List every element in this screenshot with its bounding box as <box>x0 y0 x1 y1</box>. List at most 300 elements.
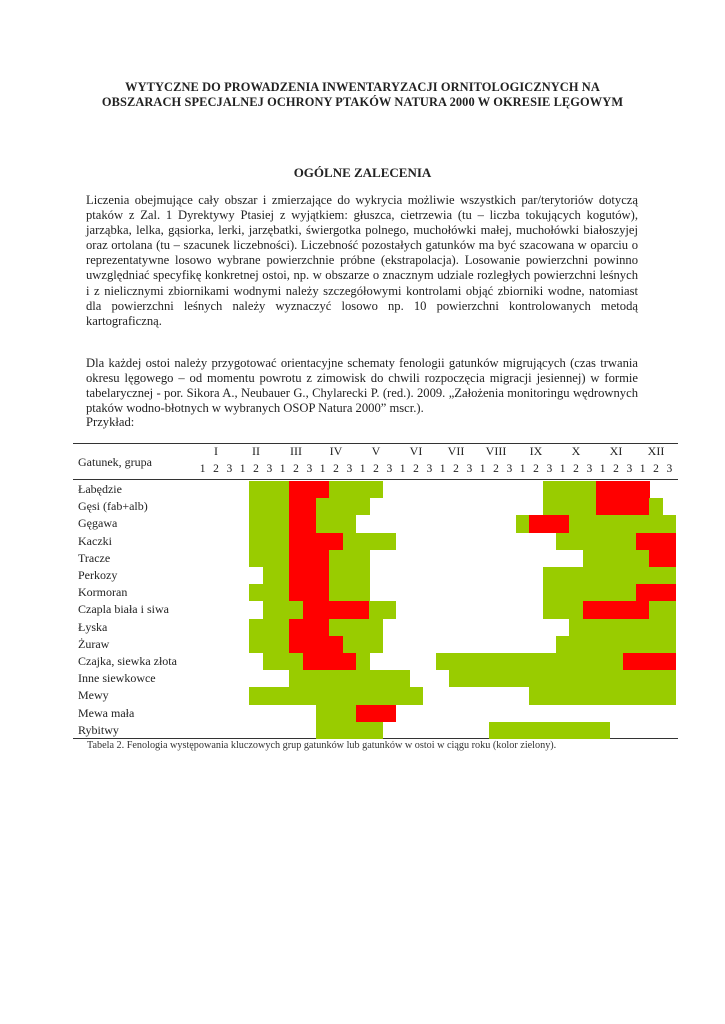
phenology-cell <box>369 533 383 550</box>
phenology-cell <box>583 584 597 601</box>
phenology-cell <box>636 619 650 636</box>
phenology-cell <box>303 584 317 601</box>
phenology-cell <box>596 567 610 584</box>
phenology-cell <box>609 619 623 636</box>
phenology-cell <box>249 687 263 704</box>
phenology-cell <box>329 498 343 515</box>
table-row <box>73 601 678 618</box>
phenology-cell <box>569 533 583 550</box>
phenology-cell <box>316 687 330 704</box>
phenology-cell <box>343 722 357 739</box>
phenology-cell <box>343 567 357 584</box>
phenology-cell <box>556 653 570 670</box>
phenology-cell <box>663 636 677 653</box>
month-label: VIII <box>485 444 507 458</box>
phenology-cell <box>289 481 303 498</box>
phenology-cell <box>329 687 343 704</box>
phenology-cell <box>649 515 663 532</box>
phenology-cell <box>276 584 290 601</box>
phenology-cell <box>343 705 357 722</box>
phenology-cell <box>303 653 317 670</box>
phenology-cell <box>529 515 543 532</box>
species-label: Kormoran <box>78 585 128 600</box>
phenology-cell <box>303 515 317 532</box>
phenology-cell <box>316 601 330 618</box>
phenology-cell <box>356 636 370 653</box>
phenology-cell <box>649 670 663 687</box>
phenology-cell <box>569 636 583 653</box>
month-label: V <box>371 444 381 458</box>
phenology-cell <box>556 722 570 739</box>
phenology-cell <box>356 705 370 722</box>
decade-label: 2 <box>533 463 539 475</box>
phenology-cell <box>263 636 277 653</box>
table-row <box>73 533 678 550</box>
phenology-cell <box>596 584 610 601</box>
phenology-cell <box>289 498 303 515</box>
phenology-cell <box>569 601 583 618</box>
phenology-cell <box>369 601 383 618</box>
phenology-cell <box>276 498 290 515</box>
phenology-cell <box>636 481 650 498</box>
table-row <box>73 722 678 739</box>
table-row <box>73 619 678 636</box>
phenology-cell <box>383 533 397 550</box>
phenology-cell <box>369 722 383 739</box>
phenology-cell <box>463 653 477 670</box>
phenology-cell <box>329 550 343 567</box>
phenology-cell <box>343 670 357 687</box>
phenology-cell <box>543 653 557 670</box>
phenology-cell <box>583 481 597 498</box>
phenology-cell <box>356 533 370 550</box>
phenology-cell <box>303 619 317 636</box>
phenology-cell <box>663 550 677 567</box>
phenology-cell <box>663 533 677 550</box>
decade-label: 3 <box>346 463 353 475</box>
table-header-label: Gatunek, grupa <box>78 455 152 469</box>
phenology-cell <box>609 687 623 704</box>
phenology-cell <box>343 498 357 515</box>
document-title <box>70 80 655 110</box>
decade-label: 1 <box>399 463 406 475</box>
phenology-cell <box>636 550 650 567</box>
decade-label: 3 <box>266 463 273 475</box>
phenology-cell <box>569 722 583 739</box>
phenology-cell <box>609 653 623 670</box>
phenology-cell <box>329 636 343 653</box>
species-label: Perkozy <box>78 568 118 582</box>
phenology-cell <box>249 498 263 515</box>
phenology-cell <box>356 498 370 515</box>
phenology-cell <box>649 498 663 515</box>
phenology-cell <box>289 567 303 584</box>
phenology-cell <box>489 670 503 687</box>
table-row <box>73 670 678 687</box>
phenology-cell <box>356 619 370 636</box>
phenology-cell <box>263 498 277 515</box>
phenology-cell <box>329 481 343 498</box>
phenology-cell <box>649 687 663 704</box>
phenology-cell <box>489 653 503 670</box>
phenology-cell <box>556 515 570 532</box>
phenology-cell <box>556 498 570 515</box>
phenology-cell <box>329 584 343 601</box>
phenology-cell <box>289 670 303 687</box>
phenology-cell <box>583 550 597 567</box>
phenology-cell <box>543 670 557 687</box>
phenology-cell <box>449 653 463 670</box>
species-label: Czapla biała i siwa <box>78 602 169 617</box>
phenology-cell <box>276 550 290 567</box>
phenology-cell <box>596 533 610 550</box>
table-row <box>73 584 678 601</box>
phenology-cell <box>556 567 570 584</box>
phenology-cell <box>556 687 570 704</box>
phenology-cell <box>609 670 623 687</box>
phenology-cell <box>583 498 597 515</box>
phenology-cell <box>543 687 557 704</box>
phenology-cell <box>356 550 370 567</box>
phenology-cell <box>556 481 570 498</box>
phenology-cell <box>409 687 423 704</box>
table-row <box>73 687 678 704</box>
phenology-cell <box>249 636 263 653</box>
month-label: X <box>571 444 581 458</box>
decade-label: 2 <box>413 463 419 475</box>
phenology-cell <box>636 567 650 584</box>
phenology-cell <box>663 567 677 584</box>
section-heading: OGÓLNE ZALECENIA <box>293 165 432 180</box>
phenology-cell <box>609 567 623 584</box>
phenology-cell <box>343 515 357 532</box>
phenology-cell <box>649 550 663 567</box>
phenology-cell <box>263 550 277 567</box>
phenology-cell <box>543 601 557 618</box>
phenology-cell <box>263 533 277 550</box>
phenology-cell <box>329 619 343 636</box>
phenology-cell <box>636 533 650 550</box>
phenology-cell <box>369 705 383 722</box>
phenology-cell <box>649 567 663 584</box>
phenology-cell <box>636 670 650 687</box>
phenology-cell <box>583 601 597 618</box>
species-label: Łyska <box>78 619 108 634</box>
phenology-cell <box>583 533 597 550</box>
phenology-cell <box>569 653 583 670</box>
phenology-cell <box>329 705 343 722</box>
phenology-cell <box>396 670 410 687</box>
phenology-cell <box>596 636 610 653</box>
phenology-cell <box>663 653 677 670</box>
decade-label: 2 <box>253 463 259 475</box>
phenology-cell <box>636 584 650 601</box>
phenology-cell <box>369 670 383 687</box>
decade-label: 3 <box>546 463 553 475</box>
phenology-cell <box>543 515 557 532</box>
species-label: Gęgawa <box>78 516 118 531</box>
decade-label: 1 <box>199 463 206 475</box>
document-title-line1: WYTYCZNE DO PROWADZENIA INWENTARYZACJI ORNITOLOGICZNYCH NA <box>125 80 600 94</box>
phenology-cell <box>329 670 343 687</box>
phenology-cell <box>303 670 317 687</box>
phenology-cell <box>609 636 623 653</box>
decade-label: 1 <box>519 463 526 475</box>
phenology-cell <box>516 515 530 532</box>
phenology-cell <box>623 670 637 687</box>
phenology-cell <box>529 653 543 670</box>
phenology-cell <box>623 567 637 584</box>
decade-label: 2 <box>493 463 499 475</box>
decade-label: 2 <box>373 463 379 475</box>
phenology-cell <box>596 653 610 670</box>
phenology-cell <box>609 584 623 601</box>
phenology-cell <box>623 636 637 653</box>
phenology-cell <box>596 601 610 618</box>
phenology-cell <box>303 533 317 550</box>
month-label: VI <box>409 444 423 458</box>
phenology-cell <box>316 550 330 567</box>
decade-label: 3 <box>626 463 633 475</box>
phenology-cell <box>569 670 583 687</box>
species-label: Tracze <box>78 550 111 565</box>
phenology-cell <box>636 636 650 653</box>
phenology-cell <box>529 722 543 739</box>
phenology-cell <box>316 498 330 515</box>
phenology-cell <box>503 670 517 687</box>
decade-label: 1 <box>559 463 566 475</box>
phenology-cell <box>249 481 263 498</box>
phenology-cell <box>516 722 530 739</box>
decade-label: 3 <box>506 463 513 475</box>
phenology-cell <box>263 687 277 704</box>
phenology-cell <box>476 653 490 670</box>
phenology-cell <box>596 619 610 636</box>
phenology-cell <box>263 619 277 636</box>
phenology-cell <box>276 515 290 532</box>
phenology-cell <box>263 584 277 601</box>
phenology-cell <box>316 567 330 584</box>
phenology-cell <box>356 722 370 739</box>
phenology-cell <box>583 515 597 532</box>
phenology-cell <box>543 567 557 584</box>
phenology-cell <box>596 722 610 739</box>
decade-label: 2 <box>613 463 619 475</box>
phenology-cell <box>663 687 677 704</box>
example-label: Przykład: <box>86 415 135 429</box>
phenology-cell <box>569 619 583 636</box>
phenology-cell <box>649 636 663 653</box>
table-row <box>73 653 678 670</box>
phenology-cell <box>276 533 290 550</box>
phenology-cell <box>569 584 583 601</box>
species-label: Żuraw <box>78 636 110 651</box>
phenology-cell <box>623 533 637 550</box>
phenology-cell <box>316 705 330 722</box>
phenology-cell <box>663 670 677 687</box>
phenology-cell <box>383 670 397 687</box>
phenology-cell <box>263 601 277 618</box>
phenology-cell <box>249 533 263 550</box>
phenology-cell <box>503 722 517 739</box>
phenology-cell <box>569 498 583 515</box>
table-row <box>73 515 678 532</box>
phenology-cell <box>436 653 450 670</box>
phenology-cell <box>556 601 570 618</box>
paragraph-1: Liczenia obejmujące cały obszar i zmierzające do wykrycia możliwie wszystkich par/terytoriów dotyczą ptaków z Zal. 1 Dyrektywy Ptasiej z wyjątkiem: głuszca, cietrzewia (tu – liczba tokujących kogutów), jarząbka, lelka, gąsiorka, lerki, jarzębatki, świergotka polnego, muchołówki małej, muchołówki białoszyjej oraz ortolana (tu – szacunek liczebności). Liczebność pozostałych gatunków ma być szacowana w oparciu o reprezentatywne losowo wybrane powierzchnie próbne (ekstrapolacja). Losowanie powierzchni powinno uwzględniać specyfikę konkretnej ostoi, np. w obszarze o znacznym udziale rozległych powierzchni leśnych i z nielicznymi zbiornikami wodnymi należy szczegółowymi kontrolami objąć zbiorniki wodne, natomiast dla powierzchni leśnych należy wyznaczyć losowo np. 10 powierzchni kontrolowanych metodą kartograficzną. <box>86 193 638 328</box>
phenology-cell <box>636 653 650 670</box>
month-header-row <box>196 444 676 461</box>
phenology-cell <box>623 515 637 532</box>
phenology-cell <box>303 550 317 567</box>
phenology-cell <box>249 550 263 567</box>
phenology-cell <box>316 515 330 532</box>
phenology-cell <box>329 567 343 584</box>
phenology-cell <box>636 687 650 704</box>
phenology-cell <box>476 670 490 687</box>
phenology-cell <box>649 619 663 636</box>
phenology-cell <box>636 601 650 618</box>
phenology-cell <box>276 687 290 704</box>
phenology-cell <box>623 619 637 636</box>
decade-label: 2 <box>573 463 579 475</box>
decade-label: 2 <box>333 463 339 475</box>
phenology-cell <box>543 481 557 498</box>
phenology-cell <box>329 653 343 670</box>
decade-label: 2 <box>293 463 299 475</box>
phenology-cell <box>343 653 357 670</box>
species-label: Gęsi (fab+alb) <box>78 499 148 514</box>
phenology-cell <box>303 481 317 498</box>
phenology-cell <box>276 601 290 618</box>
phenology-cell <box>623 687 637 704</box>
phenology-cell <box>289 619 303 636</box>
phenology-cell <box>583 636 597 653</box>
phenology-cell <box>276 653 290 670</box>
phenology-cell <box>289 533 303 550</box>
phenology-cell <box>383 687 397 704</box>
phenology-cell <box>329 722 343 739</box>
phenology-cell <box>343 550 357 567</box>
document-title-line2: OBSZARACH SPECJALNEJ OCHRONY PTAKÓW NATURA 2000 W OKRESIE LĘGOWYM <box>101 95 624 109</box>
phenology-cell <box>556 670 570 687</box>
phenology-cell <box>383 601 397 618</box>
decade-label: 3 <box>666 463 673 475</box>
decade-label: 3 <box>226 463 233 475</box>
phenology-cell <box>623 481 637 498</box>
phenology-cell <box>263 653 277 670</box>
phenology-cell <box>276 619 290 636</box>
phenology-cell <box>609 533 623 550</box>
phenology-cell <box>543 722 557 739</box>
phenology-cell <box>343 601 357 618</box>
decade-label: 1 <box>599 463 606 475</box>
phenology-cell <box>289 601 303 618</box>
table-row <box>73 498 678 515</box>
phenology-cell <box>356 481 370 498</box>
decade-label: 1 <box>239 463 246 475</box>
phenology-cell <box>583 722 597 739</box>
phenology-cell <box>316 481 330 498</box>
phenology-cell <box>569 481 583 498</box>
phenology-cell <box>596 670 610 687</box>
phenology-cell <box>316 670 330 687</box>
phenology-cell <box>556 533 570 550</box>
decade-label: 2 <box>653 463 659 475</box>
phenology-cell <box>583 567 597 584</box>
phenology-cell <box>663 601 677 618</box>
table-caption: Tabela 2. Fenologia występowania kluczowych grup gatunków lub gatunków w ostoi w ciągu roku (kolor zielony). <box>87 740 557 751</box>
species-label: Czajka, siewka złota <box>78 654 177 668</box>
phenology-cell <box>596 687 610 704</box>
phenology-cell <box>649 653 663 670</box>
phenology-cell <box>316 636 330 653</box>
decade-label: 3 <box>386 463 393 475</box>
phenology-cell <box>289 687 303 704</box>
table-row <box>73 567 678 584</box>
decade-label: 3 <box>306 463 313 475</box>
phenology-cell <box>609 481 623 498</box>
species-label: Kaczki <box>78 533 112 548</box>
phenology-cell <box>543 584 557 601</box>
phenology-cell <box>649 584 663 601</box>
phenology-cell <box>329 601 343 618</box>
phenology-cell <box>636 515 650 532</box>
month-label: XI <box>609 444 623 458</box>
phenology-cell <box>316 584 330 601</box>
species-label: Mewa mała <box>78 705 135 720</box>
month-label: IX <box>529 444 543 458</box>
phenology-cell <box>289 636 303 653</box>
phenology-cell <box>636 498 650 515</box>
phenology-cell <box>583 653 597 670</box>
phenology-cell <box>329 533 343 550</box>
phenology-cell <box>609 550 623 567</box>
decade-label: 2 <box>213 463 219 475</box>
phenology-cell <box>276 481 290 498</box>
phenology-cell <box>609 498 623 515</box>
decade-header-row <box>196 463 676 479</box>
month-label: VII <box>447 444 465 458</box>
decade-label: 3 <box>466 463 473 475</box>
phenology-cell <box>596 515 610 532</box>
phenology-cell <box>303 498 317 515</box>
species-label: Mewy <box>78 688 109 703</box>
month-label: IV <box>329 444 343 458</box>
phenology-cell <box>289 584 303 601</box>
phenology-cell <box>356 670 370 687</box>
phenology-cell <box>529 670 543 687</box>
paragraph-2: Dla każdej ostoi należy przygotować orientacyjne schematy fenologii gatunków migrujących (czas trwania okresu lęgowego – od momentu powrotu z zimowisk do chwili rozpoczęcia migracji jesiennej) w formie tabelarycznej - por. Sikora A., Neubauer G., Chylarecki P. (red.). 2009. „Założenia monitoringu wędrownych ptaków wodno-błotnych w wybranych OSOP Natura 2000” mscr.). <box>86 356 638 416</box>
decade-label: 1 <box>279 463 286 475</box>
phenology-cell <box>263 515 277 532</box>
month-label: II <box>252 444 260 458</box>
phenology-cell <box>263 481 277 498</box>
phenology-cell <box>289 550 303 567</box>
phenology-cell <box>663 619 677 636</box>
phenology-cell <box>543 498 557 515</box>
phenology-cell <box>276 567 290 584</box>
phenology-cell <box>329 515 343 532</box>
phenology-cell <box>303 601 317 618</box>
table-row <box>73 636 678 653</box>
month-label: I <box>214 444 218 458</box>
phenology-cell <box>316 533 330 550</box>
phenology-cell <box>623 601 637 618</box>
phenology-cell <box>263 567 277 584</box>
table-rule-header <box>73 479 678 480</box>
species-label: Rybitwy <box>78 722 119 737</box>
